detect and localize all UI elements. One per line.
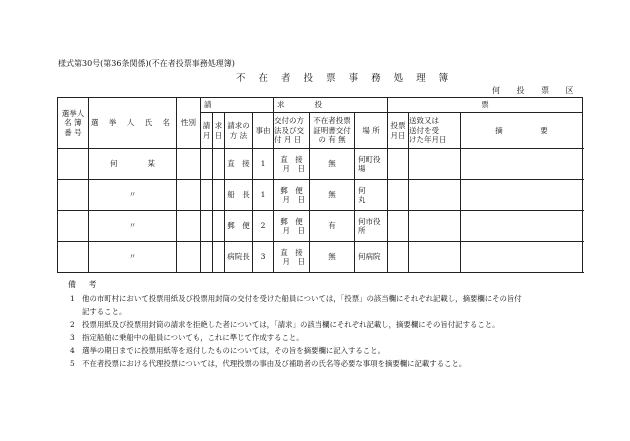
cell-method: 病院長 [225,242,253,273]
cell-delivery: 郵 便 月 日 [274,180,310,211]
cell-place: 何市役所 [355,211,388,242]
col-request-method: 請求の 方 法 [225,113,253,149]
header-row-groups [58,98,583,113]
col-send-date: 送致又は 送付を受 けた年月日 [409,113,461,149]
col-voter-name: 選 挙 人 氏 名 [89,98,177,149]
group-vote: 票 [388,98,583,113]
absentee-voting-register-table [57,97,583,273]
cell-certificate: 無 [310,242,355,273]
cell-place: 何 丸 [355,180,388,211]
note-item: 2 投票用紙及び投票用封筒の請求を拒絶した者については，「請求」の該当欄にそれぞれ記載し，摘要欄にその旨付記すること。 [70,320,500,329]
note-item: 1 他の市町村において投票用紙及び投票用封筒の交付を受けた船員については，「投票」の該当欄にそれぞれ記載し，摘要欄にその旨付 [70,294,522,303]
cell-delivery: 直 接 月 日 [274,149,310,180]
table-row [58,211,583,242]
col-remarks: 摘 要 [461,113,583,149]
cell-reason: 3 [253,242,274,273]
cell-name: 〃 [89,211,177,242]
cell-delivery: 郵 便 月 日 [274,211,310,242]
cell-certificate: 無 [310,149,355,180]
col-reason: 事由 [253,113,274,149]
cell-method: 郵 便 [225,211,253,242]
col-request-day: 求 日 [213,113,225,149]
cell-delivery: 直 接 月 日 [274,242,310,273]
cell-certificate: 無 [310,180,355,211]
form-label: 様式第30号(第36条関係)(不在者投票事務処理簿) [58,59,235,68]
cell-reason: 1 [253,180,274,211]
group-request-left: 請 [201,98,274,113]
col-gender: 性別 [177,98,201,149]
col-roll-number: 選挙人 名 簿 番 号 [58,98,89,149]
cell-name: 何 某 [89,149,177,180]
cell-place: 何町役場 [355,149,388,180]
cell-reason: 1 [253,149,274,180]
table-row [58,242,583,273]
col-certificate: 不在者投票 証明書交付 の 有 無 [310,113,355,149]
col-request-month: 請 月 [201,113,213,149]
cell-certificate: 有 [310,211,355,242]
cell-reason: 2 [253,211,274,242]
cell-name: 〃 [89,242,177,273]
cell-place: 何病院 [355,242,388,273]
notes-heading: 備 考 [68,280,102,289]
table-row [58,149,583,180]
note-item: 記すること。 [82,307,127,316]
table-row [58,180,583,211]
cell-name: 〃 [89,180,177,211]
col-vote-place: 場 所 [355,113,388,149]
col-delivery: 交付の方 法及び交 付 月 日 [274,113,310,149]
col-vote-date: 投票 月日 [388,113,409,149]
note-item: 3 指定船舶に乗船中の船員についても，これに準じて作成すること。 [70,333,304,342]
cell-method: 直 接 [225,149,253,180]
note-item: 4 選挙の期日までに投票用紙等を返付したものについては，その旨を摘要欄に記入すること。 [70,346,385,355]
group-request-right: 求 投 [274,98,388,113]
document-title: 不 在 者 投 票 事 務 処 理 簿 [236,73,454,84]
note-item: 5 不在者投票における代理投票については，代理投票の事由及び補助者の氏名等必要な事項を摘要欄に記載すること。 [70,359,467,368]
voting-district: 何 投 票 区 [492,86,581,95]
cell-method: 船 長 [225,180,253,211]
